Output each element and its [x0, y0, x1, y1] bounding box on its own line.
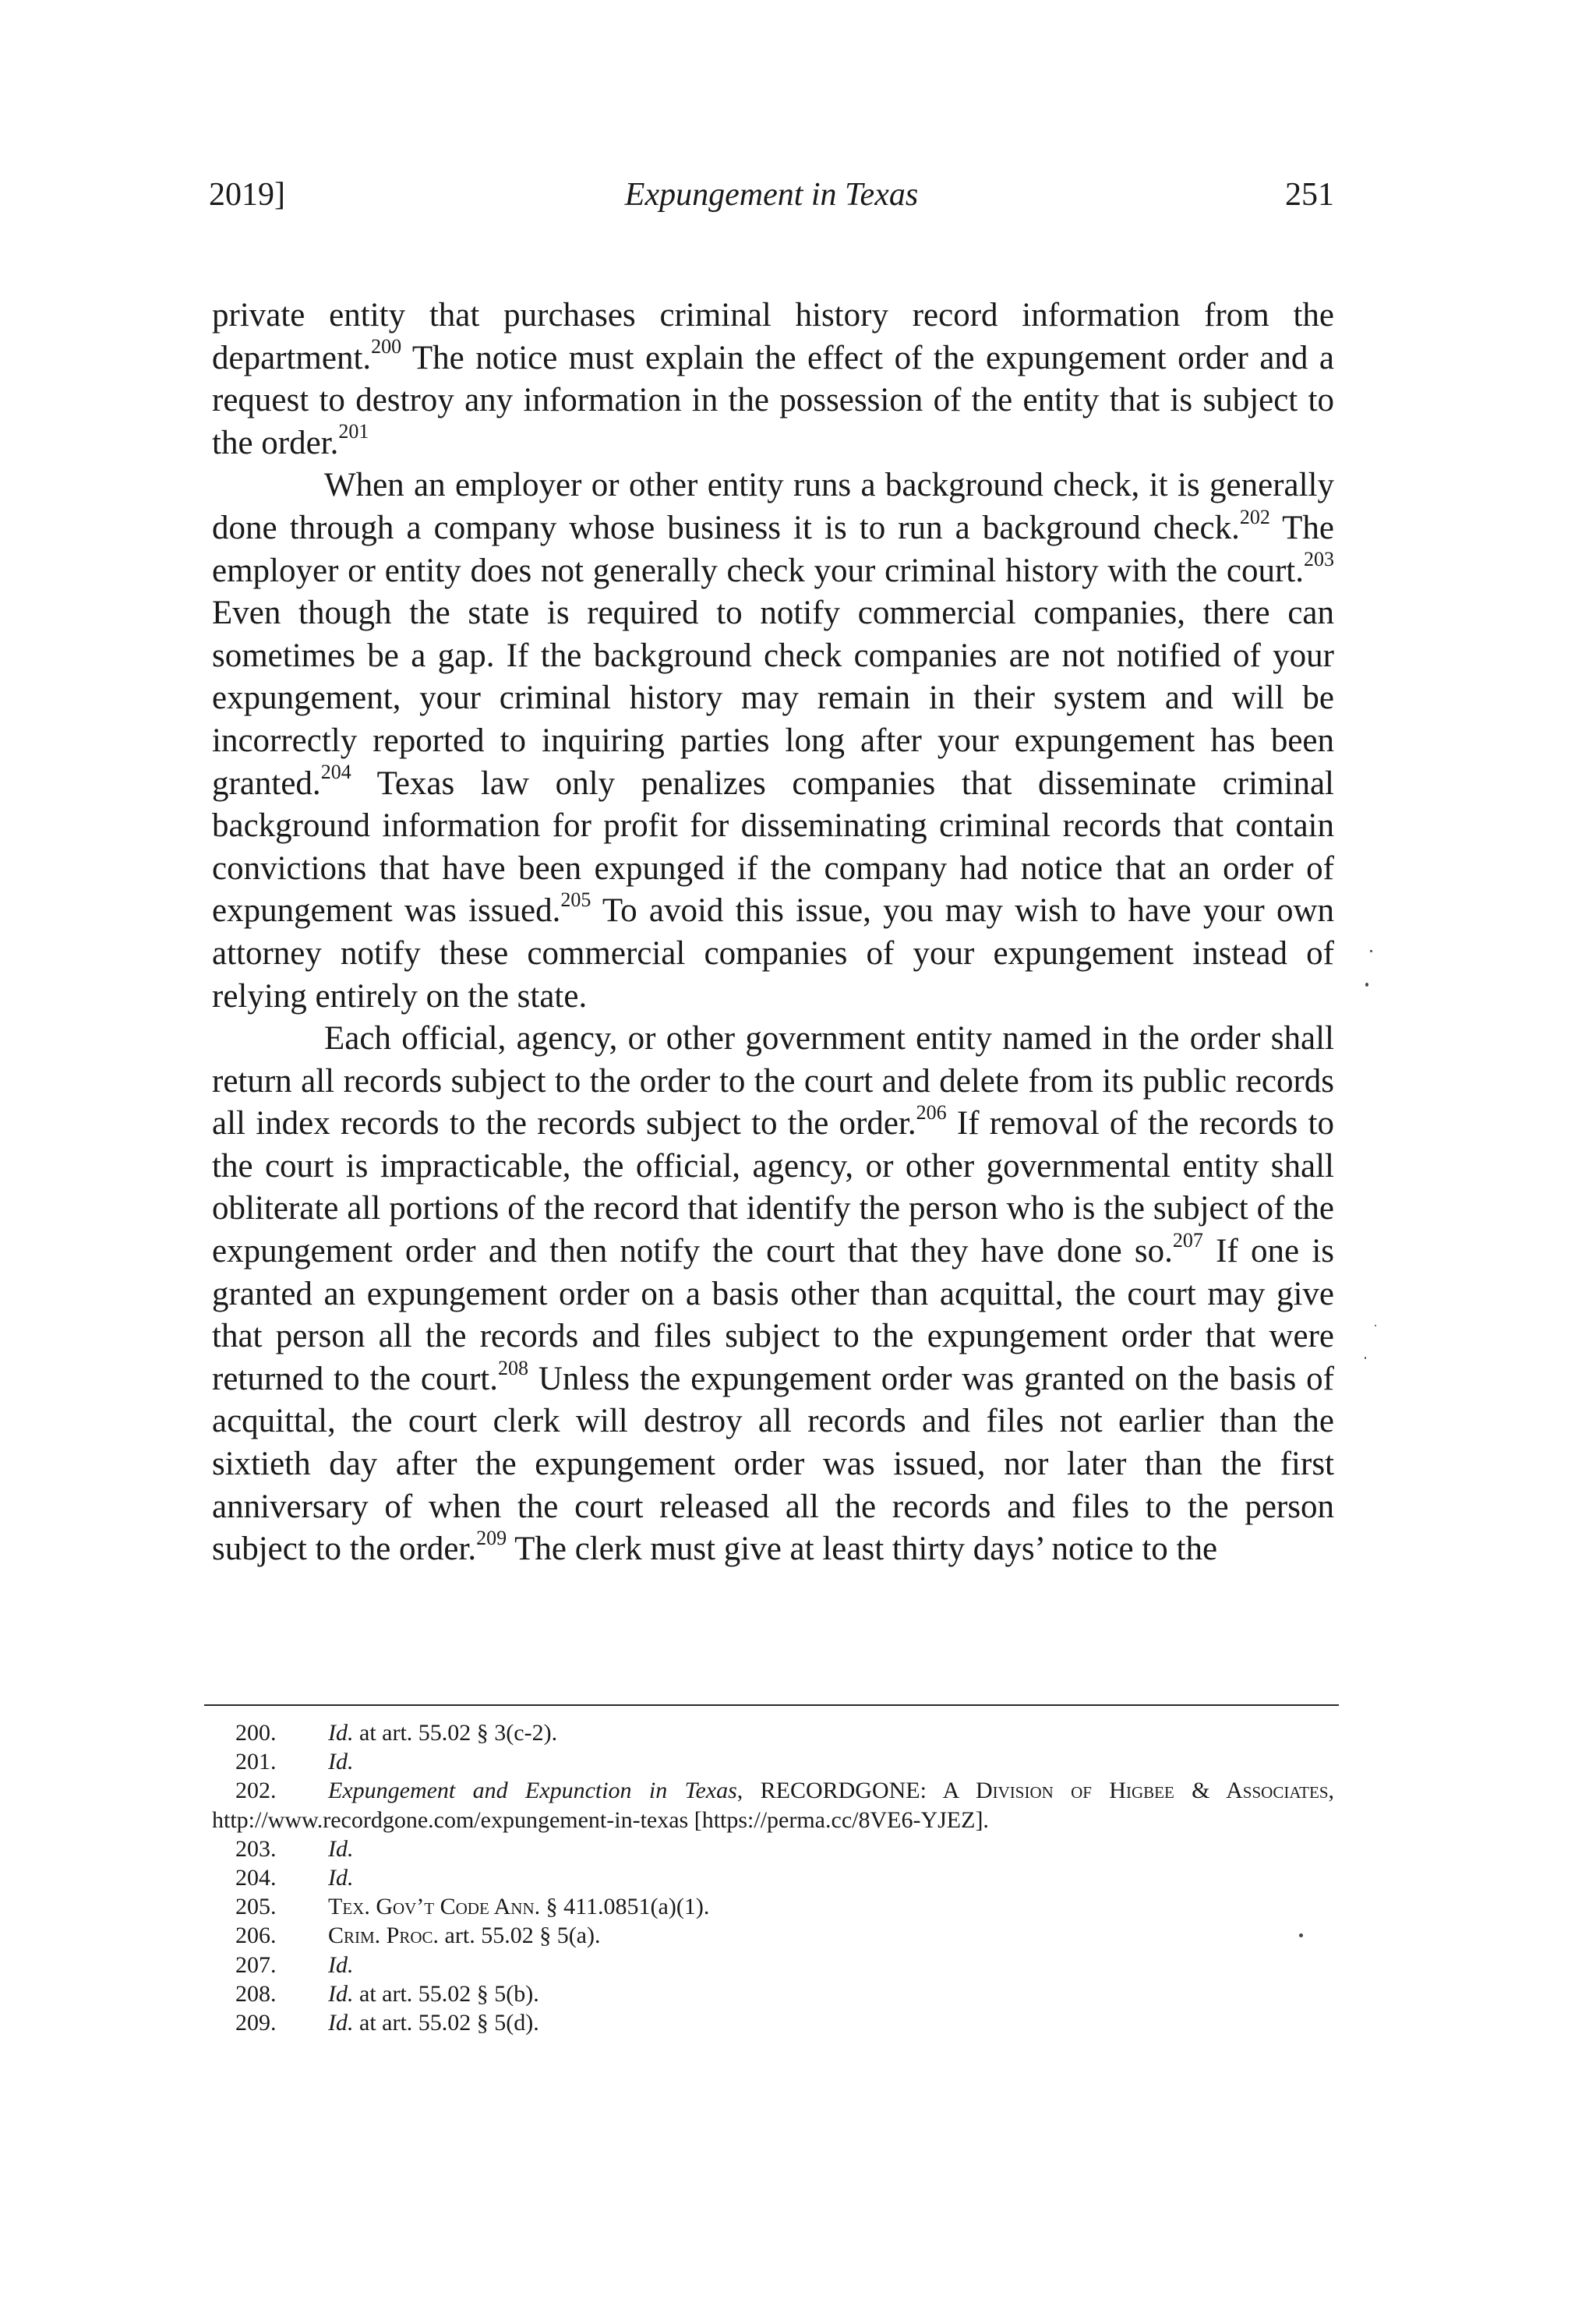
- footnote-number: 207.: [235, 1951, 277, 1978]
- footnote-id: Id.: [328, 2010, 354, 2036]
- footnote-208: [212, 1979, 1334, 2008]
- paragraph-text: Each official, agency, or other government entity named in the order shall return all records subject to the order to the court and delete from its public records all index records to the records subject to the order.: [212, 1020, 1334, 1142]
- footnote-text: § 411.0851(a)(1).: [540, 1894, 710, 1920]
- footnote-ref-209[interactable]: 209: [476, 1526, 507, 1549]
- footnote-id: Id.: [328, 1865, 354, 1891]
- footnote-number: 208.: [235, 1980, 277, 2007]
- footnote-text: , RECORDGONE: A: [736, 1778, 976, 1804]
- footnote-number: 209.: [235, 2010, 277, 2036]
- footnote-203: [212, 1834, 1334, 1863]
- footnote-source: Tex. Gov’t Code Ann.: [328, 1894, 541, 1920]
- footnote-ref-208[interactable]: 208: [498, 1356, 528, 1379]
- footnote-202: [212, 1776, 1334, 1834]
- footnote-id: Id.: [328, 1951, 354, 1978]
- paragraph-2: [212, 464, 1334, 1018]
- footnote-number: 202.: [235, 1778, 277, 1804]
- header-title-part2: Texas: [845, 177, 919, 213]
- body-text: [212, 295, 1334, 1571]
- paragraph-1: [212, 295, 1334, 464]
- footnote-204: [212, 1863, 1334, 1892]
- footnote-201: [212, 1747, 1334, 1776]
- footnote-divider: [204, 1704, 1339, 1706]
- header-page-number: 251: [1285, 177, 1334, 213]
- footnote-ref-202[interactable]: 202: [1239, 505, 1270, 528]
- footnote-id: Id.: [328, 1749, 354, 1775]
- footnote-ref-204[interactable]: 204: [320, 761, 351, 784]
- footnote-ref-206[interactable]: 206: [916, 1100, 947, 1124]
- paragraph-text: Even though the state is required to notify commercial companies, there can sometimes be a gap. If the background check companies are not notified of your expungement, your criminal history may remain in their system and will be incorrectly reported to inquiring parties long after your expungement has been granted.: [212, 595, 1334, 802]
- footnote-ref-203[interactable]: 203: [1304, 548, 1334, 571]
- paragraph-text: The notice must explain the effect of the expungement order and a request to destroy any information in the possession of the entity that is subject to the order.: [212, 339, 1334, 461]
- scan-speck: [1375, 1325, 1376, 1326]
- footnote-number: 200.: [235, 1720, 277, 1746]
- footnote-link[interactable]: , http://www.recordgone.com/expungement-in-texas [https://perma.cc/8VE6-YJEZ].: [212, 1778, 1334, 1833]
- paragraph-text: The clerk must give at least thirty days’ notice to the: [507, 1531, 1218, 1568]
- footnote-200: [212, 1718, 1334, 1747]
- scan-speck: [1370, 950, 1372, 952]
- footnote-205: [212, 1892, 1334, 1921]
- footnote-text: at art. 55.02 § 3(c-2).: [353, 1720, 558, 1746]
- footnote-id: Id.: [328, 1980, 354, 2007]
- paragraph-text: Texas law only penalizes companies that disseminate criminal background information for profit for disseminating criminal records that contain convictions that have been expunged if the company had notice that an order of expungement was issued.: [212, 765, 1334, 930]
- paragraph-text: To avoid this issue, you may wish to have your own attorney notify these commercial companies of your expungement instead of relying entirely on the state.: [212, 892, 1334, 1015]
- paragraph-3: [212, 1018, 1334, 1571]
- footnote-number: 205.: [235, 1894, 277, 1920]
- paragraph-text: If one is granted an expungement order on a basis other than acquittal, the court may give that person all the records and files subject to the expungement order that were returned to the court.: [212, 1233, 1335, 1397]
- footnote-number: 204.: [235, 1865, 277, 1891]
- paragraph-text: The employer or entity does not generally check your criminal history with the court.: [212, 509, 1334, 589]
- footnote-number: 201.: [235, 1749, 277, 1775]
- footnote-number: 203.: [235, 1835, 277, 1862]
- footnote-text: at art. 55.02 § 5(d).: [353, 2010, 539, 2036]
- footnote-206: [212, 1921, 1334, 1950]
- scan-speck: [1299, 1933, 1303, 1937]
- footnote-id: Id.: [328, 1720, 354, 1746]
- footnote-title: Expungement and Expunction in Texas: [328, 1778, 737, 1804]
- footnote-publisher: Division of Higbee & Associates: [975, 1778, 1329, 1804]
- footnote-source: Crim. Proc.: [328, 1923, 440, 1949]
- paragraph-text: private entity that purchases criminal history record information from the department.: [212, 297, 1334, 376]
- footnote-ref-201[interactable]: 201: [338, 420, 369, 443]
- footnote-ref-200[interactable]: 200: [371, 335, 402, 358]
- paragraph-text: If removal of the records to the court is impracticable, the official, agency, or other governmental entity shall obliterate all portions of the record that identify the person who is the subject of the expungement order and then notify the court that they have done so.: [212, 1105, 1334, 1270]
- footnote-ref-207[interactable]: 207: [1172, 1228, 1203, 1252]
- footnote-207: [212, 1951, 1334, 1979]
- footnote-209: [212, 2008, 1334, 2037]
- footnote-text: at art. 55.02 § 5(b).: [353, 1980, 539, 2007]
- scan-speck: [1365, 983, 1368, 987]
- footnote-id: Id.: [328, 1835, 354, 1862]
- footnote-ref-205[interactable]: 205: [560, 888, 591, 911]
- scan-speck: [1365, 1357, 1366, 1359]
- paragraph-text: When an employer or other entity runs a background check, it is generally done through a company whose business it is to run a background check.: [212, 467, 1334, 546]
- running-header: [209, 176, 1334, 223]
- header-year: 2019]: [209, 177, 285, 213]
- footnote-text: art. 55.02 § 5(a).: [439, 1923, 601, 1949]
- header-title-part1: Expungement in: [624, 177, 846, 213]
- footnote-number: 206.: [235, 1923, 277, 1949]
- paragraph-text: Unless the expungement order was granted on the basis of acquittal, the court clerk will destroy all records and files not earlier than the sixtieth day after the expungement order was issued, nor later than the first anniversary of when the court released all the records and files to the person subject to the order.: [212, 1360, 1334, 1568]
- footnotes: [212, 1718, 1334, 2037]
- header-title: [209, 176, 1334, 214]
